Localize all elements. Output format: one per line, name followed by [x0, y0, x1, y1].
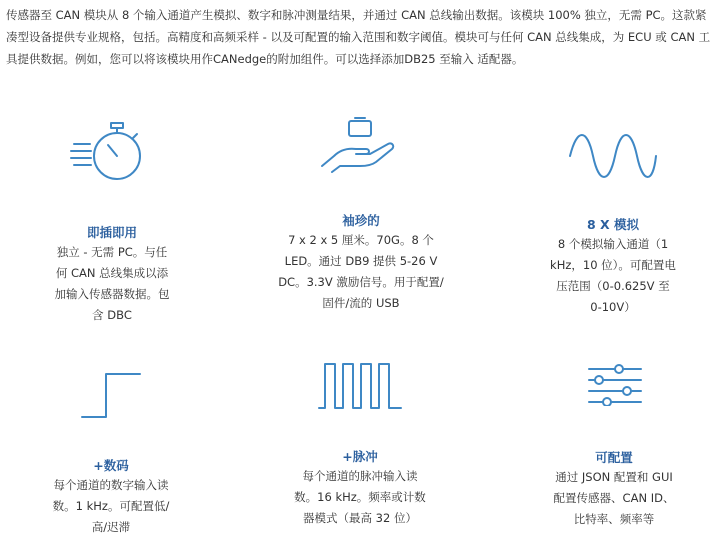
- feature-description: 每个通道的脉冲输入读数。16 kHz。频率或计数器模式（最高 32 位）: [294, 469, 426, 525]
- feature-pulse: [290, 360, 430, 529]
- hand-device-icon: [318, 116, 404, 174]
- feature-title: 即插即用: [86, 225, 137, 240]
- feature-plug-and-play: [48, 118, 176, 326]
- feature-title: +脉冲: [342, 449, 378, 464]
- sine-wave-icon: [567, 132, 659, 180]
- feature-description: 独立 - 无需 PC。与任何 CAN 总线集成以添加输入传感器数据。包含 DBC: [54, 245, 170, 322]
- stopwatch-icon: [69, 118, 155, 188]
- feature-description: 通过 JSON 配置和 GUI配置传感器、CAN ID、比特率、频率等: [553, 470, 675, 526]
- feature-title: 可配置: [595, 450, 633, 465]
- feature-configurable: [548, 364, 680, 530]
- feature-title: +数码: [93, 458, 129, 473]
- pulse-train-icon: [317, 360, 403, 412]
- feature-description: 8 个模拟输入通道（1 kHz，10 位）。可配置电压范围（0-0.625V 至 0-10V）: [550, 237, 676, 314]
- sliders-icon: [583, 364, 645, 406]
- step-signal-icon: [80, 370, 142, 420]
- feature-digital: [50, 370, 172, 538]
- feature-title: 袖珍的: [342, 213, 380, 228]
- feature-description: 每个通道的数字输入读数。1 kHz。可配置低/高/迟滞: [52, 478, 170, 534]
- feature-compact: [276, 116, 446, 314]
- feature-title: 8 X 模拟: [586, 217, 640, 232]
- feature-description: 7 x 2 x 5 厘米。70G。8 个 LED。通过 DB9 提供 5-26 V DC。3.3V 激励信号。用于配置/固件/流的 USB: [278, 233, 444, 310]
- feature-analog: [548, 132, 678, 318]
- intro-paragraph: 传感器至 CAN 模块从 8 个输入通道产生模拟、数字和脉冲测量结果，并通过 CAN 总线输出数据。该模块 100% 独立，无需 PC。这款紧凑型设备提供专业规格，包括。高精度和高频采样 - 以及可配置的输入范围和数字阈值。模块可与任何 CAN 总线集成，为 ECU 或 CAN 工具提供数据。例如，您可以将该模块用作CANedge的附加组件。可以选择添加DB25 至输入 适配器。: [6, 8, 711, 66]
